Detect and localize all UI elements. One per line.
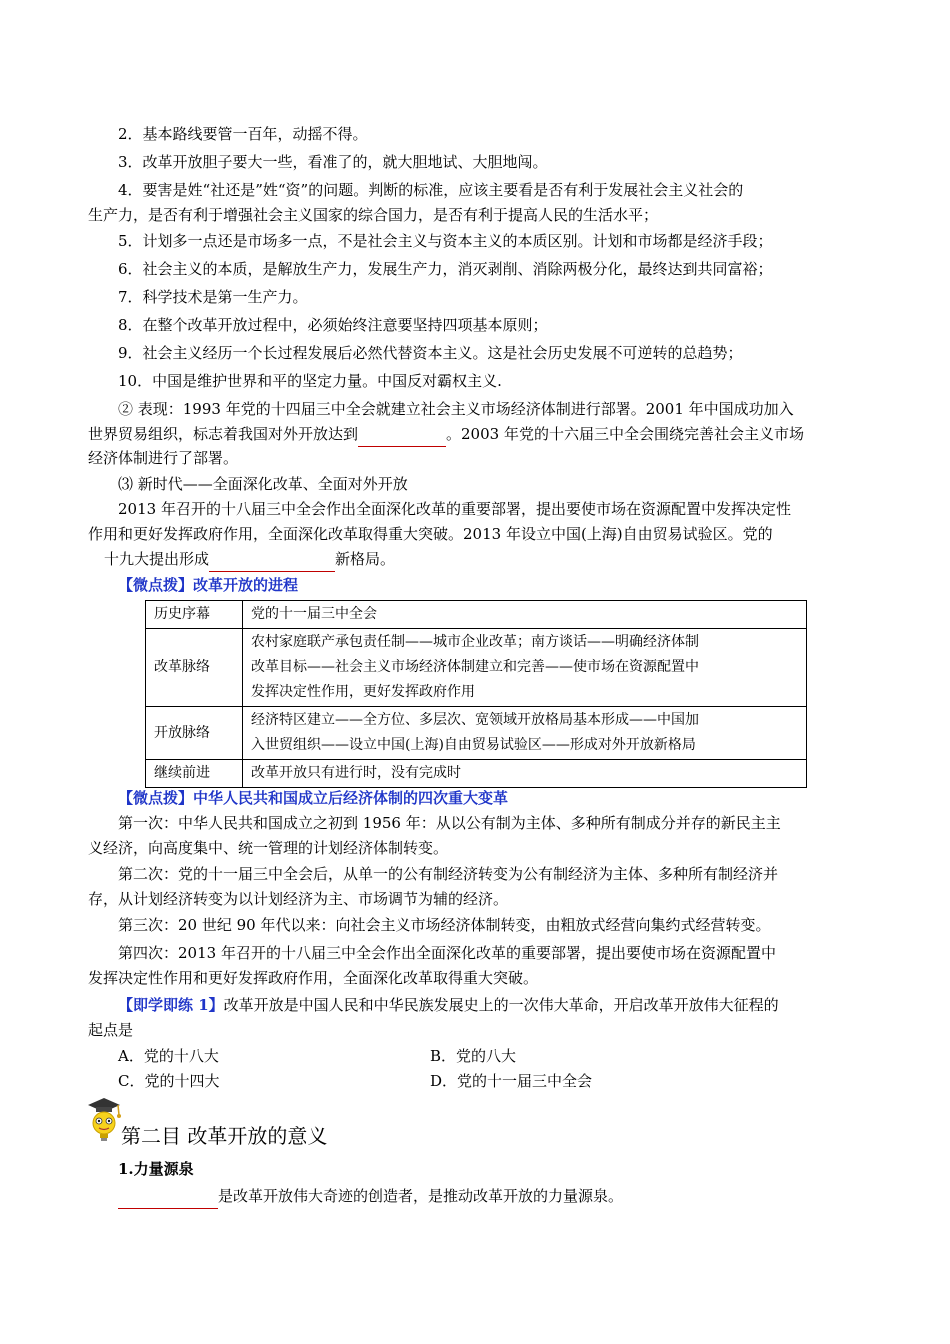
option-c[interactable]: C．党的十四大: [118, 1072, 220, 1090]
item-8: 8．在整个改革开放过程中，必须始终注意要坚持四项基本原则；: [118, 316, 548, 334]
tip2-line: 发挥决定性作用和更好发挥政府作用，全面深化改革取得重大突破。: [88, 969, 539, 987]
biaoxian-line3: 经济体制进行了部署。: [88, 449, 239, 467]
table-row: [146, 707, 807, 760]
tip2-heading: 【微点拨】中华人民共和国成立后经济体制的四次重大变革: [118, 789, 509, 807]
option-b[interactable]: B．党的八大: [430, 1047, 517, 1065]
row-label: 开放脉络: [146, 707, 243, 760]
item-6: 6．社会主义的本质，是解放生产力，发展生产力，消灭剥削、消除两极分化，最终达到共同富裕；: [118, 260, 773, 278]
section-title: 第二目 改革开放的意义: [121, 1124, 328, 1148]
item-9: 9．社会主义经历一个长过程发展后必然代替资本主义。这是社会历史发展不可逆转的总趋势；: [118, 344, 743, 362]
table-row: [146, 760, 807, 788]
tip2-line: 义经济，向高度集中、统一管理的计划经济体制转变。: [88, 839, 449, 857]
section-text: 是改革开放伟大奇迹的创造者，是推动改革开放的力量源泉。: [118, 1183, 623, 1209]
row-content: 农村家庭联产承包责任制——城市企业改革；南方谈话——明确经济体制 改革目标——社会主义市场经济体制建立和完善——使市场在资源配置中 发挥决定性作用，更好发挥政府作用: [243, 629, 807, 707]
item-3: 3．改革开放胆子要大一些，看准了的，就大胆地试、大胆地闯。: [118, 153, 548, 171]
option-d[interactable]: D．党的十一届三中全会: [430, 1072, 593, 1090]
tip2-line: 第一次：中华人民共和国成立之初到 1956 年：从以公有制为主体、多种所有制成分并存的新民主主: [118, 814, 781, 832]
xinshidai-line3: 十九大提出形成 新格局。: [104, 546, 395, 572]
biaoxian-line1: ② 表现：1993 年党的十四届三中全会就建立社会主义市场经济体制进行部署。2001 年中国成功加入: [118, 400, 794, 418]
reform-process-table: [145, 600, 807, 788]
tip2-line: 第三次：20 世纪 90 年代以来：向社会主义市场经济体制转变，由粗放式经营向集约式经营转变。: [118, 916, 771, 934]
row-label: 改革脉络: [146, 629, 243, 707]
option-a[interactable]: A．党的十八大: [118, 1047, 219, 1065]
row-content: 改革开放只有进行时，没有完成时: [243, 760, 807, 788]
fill-blank: [209, 553, 335, 572]
exercise-stem: 【即学即练 1】改革开放是中国人民和中华民族发展史上的一次伟大革命，开启改革开放伟大征程的: [118, 996, 779, 1014]
table-row: [146, 601, 807, 629]
row-content: 经济特区建立——全方位、多层次、宽领域开放格局基本形成——中国加 入世贸组织——设立中国(上海)自由贸易试验区——形成对外开放新格局: [243, 707, 807, 760]
xinshidai-line2: 作用和更好发挥政府作用，全面深化改革取得重大突破。2013 年设立中国(上海)自由贸易试验区。党的: [88, 525, 773, 543]
table-row: [146, 629, 807, 707]
tip1-heading: 【微点拨】改革开放的进程: [118, 576, 299, 594]
fill-blank: [358, 428, 446, 447]
item-5: 5．计划多一点还是市场多一点，不是社会主义与资本主义的本质区别。计划和市场都是经济手段；: [118, 232, 773, 250]
xinshidai-line1: 2013 年召开的十八届三中全会作出全面深化改革的重要部署，提出要使市场在资源配置中发挥决定性: [118, 500, 791, 518]
item-4: 4．要害是姓“社还是”姓“资”的问题。判断的标准，应该主要看是否有利于发展社会主义社会的: [118, 181, 744, 199]
row-label: 历史序幕: [146, 601, 243, 629]
section-subheading: 1.力量源泉: [118, 1160, 194, 1178]
item-4-cont: 生产力，是否有利于增强社会主义国家的综合国力，是否有利于提高人民的生活水平；: [88, 206, 659, 224]
exercise-stem-cont: 起点是: [88, 1021, 134, 1039]
tip2-line: 第四次：2013 年召开的十八届三中全会作出全面深化改革的重要部署，提出要使市场在资源配置中: [118, 944, 776, 962]
graduate-mascot-icon: [86, 1097, 122, 1143]
fill-blank: [118, 1190, 218, 1209]
item-2: 2．基本路线要管一百年，动摇不得。: [118, 125, 368, 143]
tip2-line: 存，从计划经济转变为以计划经济为主、市场调节为辅的经济。: [88, 890, 509, 908]
row-content: 党的十一届三中全会: [243, 601, 807, 629]
item-10: 10．中国是维护世界和平的坚定力量。中国反对霸权主义.: [118, 372, 502, 390]
row-label: 继续前进: [146, 760, 243, 788]
item-7: 7．科学技术是第一生产力。: [118, 288, 308, 306]
tip2-line: 第二次：党的十一届三中全会后，从单一的公有制经济转变为公有制经济为主体、多种所有制经济并: [118, 865, 779, 883]
xinshidai-heading: ⑶ 新时代——全面深化改革、全面对外开放: [118, 475, 408, 493]
biaoxian-line2: 世界贸易组织，标志着我国对外开放达到 。2003 年党的十六届三中全会围绕完善社会主义市场: [88, 421, 804, 447]
